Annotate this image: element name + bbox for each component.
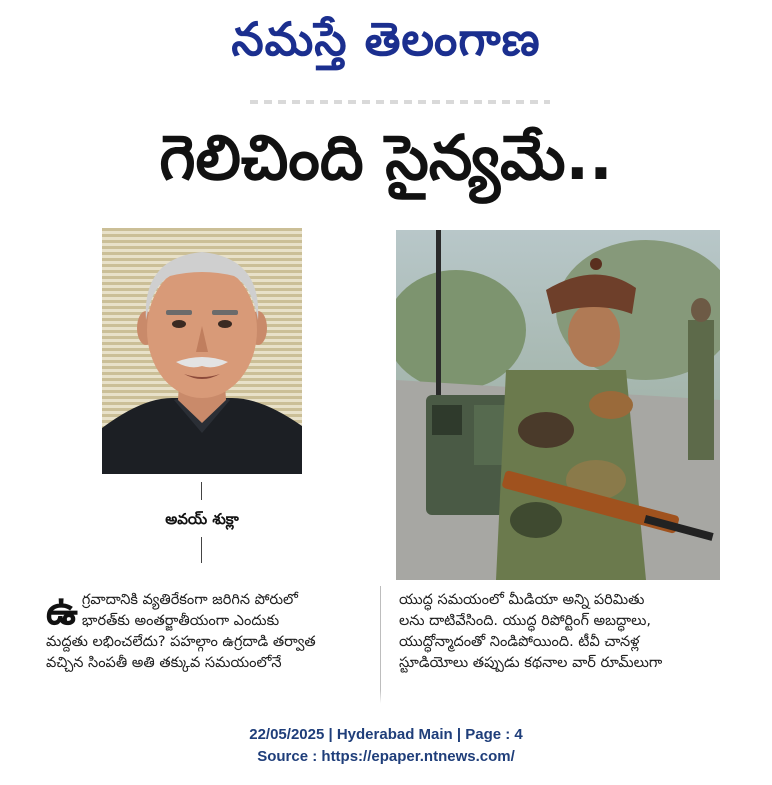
- headline: గెలిచింది సైన్యమే..: [159, 121, 613, 194]
- text-fade: [40, 690, 730, 706]
- faint-rule: [250, 100, 550, 104]
- byline: అవయ్ శుక్లా: [165, 510, 239, 528]
- column-divider: [380, 586, 381, 704]
- byline-rule-bottom: [201, 537, 202, 563]
- dropcap: ఉ: [46, 590, 78, 634]
- edition-line: 22/05/2025 | Hyderabad Main | Page : 4: [249, 726, 523, 743]
- source-line: Source : https://epaper.ntnews.com/: [257, 748, 515, 765]
- byline-rule-top: [201, 482, 202, 500]
- masthead-title: నమస్తే తెలంగాణ: [231, 12, 541, 66]
- soldier-photo: [396, 230, 720, 580]
- left-column-text: గ్రవాదానికి వ్యతిరేకంగా జరిగిన పోరులో భారత్‌కు అంతర్జాతీయంగా ఎందుకు మద్దతు లభించలేదు? పహల్గాం ఉగ్రదాడి తర్వాత వచ్చిన సింపతీ అతి తక్కువ సమయంలోనే: [46, 592, 316, 671]
- article-column-right: యుద్ధ సమయంలో మీడియా అన్ని పరిమితు లను దాటివేసింది. యుద్ధ రిపోర్టింగ్ అబద్ధాలు, యుద్ధోన్మాదంతో నిండిపోయింది. టీవీ చానళ్ల స్టూడియోలు తప్పుడు కథనాల వార్ రూమ్‌లుగా: [399, 592, 663, 671]
- portrait-photo: [102, 228, 302, 474]
- article-column-left: [46, 590, 362, 700]
